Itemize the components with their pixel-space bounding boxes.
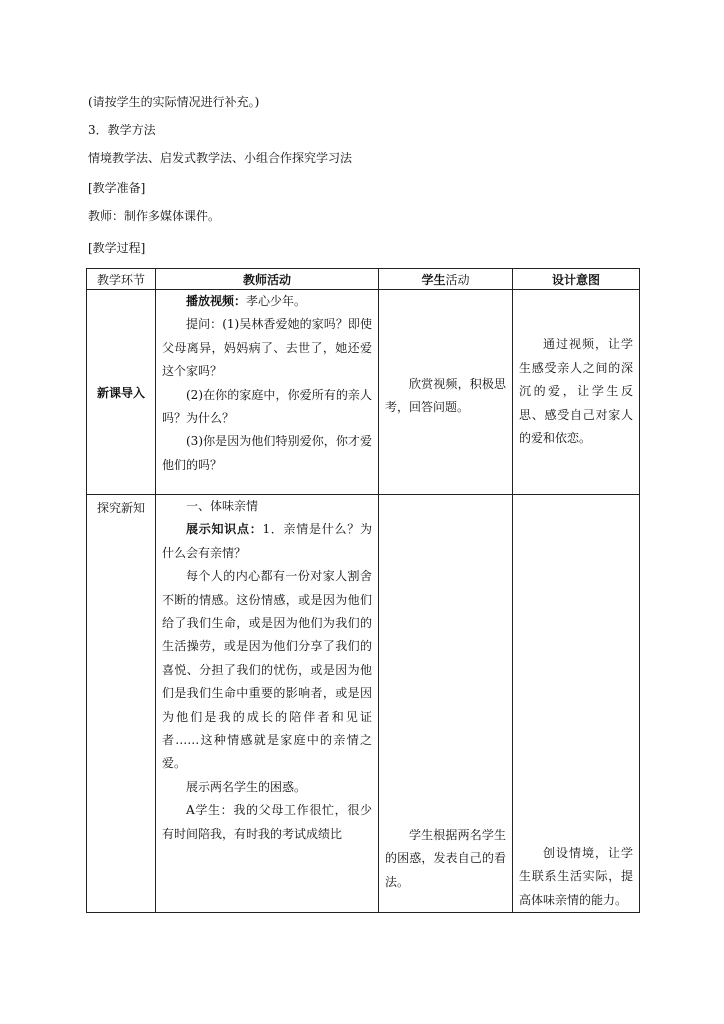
header-design-intent: 设计意图 [513, 269, 640, 290]
teaching-process-heading: [教学过程] [88, 241, 146, 255]
header-student-bold: 学生 [421, 272, 446, 287]
question-3: (3)你是因为他们特别爱你，你才爱他们的吗？ [162, 434, 372, 472]
supplement-note: (请按学生的实际情况进行补充。) [88, 95, 260, 109]
knowledge-point [162, 518, 372, 565]
teaching-prep-teacher: 教师：制作多媒体课件。 [88, 209, 221, 223]
student-activity-cell [379, 290, 513, 495]
student-activity-text: 欣赏视频，积极思考，回答问题。 [385, 376, 506, 414]
design-intent-cell [513, 290, 640, 495]
table-row [87, 290, 640, 495]
explanation-paragraph: 每个人的内心都有一份对家人割舍不断的情感。这份情感，或是因为他们给了我们生命，或是因为他们为我们的生活操劳，或是因为他们分享了我们的喜悦、分担了我们的忧伤，或是因为他们是我们生命中重要的影响者，或是因为他们是我的成长的陪伴者和见证者……这种情感就是家庭中的亲情之爱。 [162, 569, 372, 771]
video-line [162, 290, 372, 313]
teaching-prep-heading: [教学准备] [88, 181, 146, 195]
table-header-row [87, 269, 640, 290]
question-2: (2)在你的家庭中，你爱所有的亲人吗？为什么？ [162, 387, 372, 426]
design-intent-text: 创设情境，让学生联系生活实际，提高体味亲情的能力。 [519, 845, 633, 907]
table-row [87, 495, 640, 913]
knowledge-label: 展示知识点： [186, 522, 263, 537]
knowledge-text: 1．亲情是什么？为什么会有亲情？ [162, 522, 372, 560]
stage-cell: 探究新知 [87, 495, 156, 913]
design-intent-cell [513, 495, 640, 913]
header-stage: 教学环节 [87, 269, 156, 290]
header-student-rest: 活动 [445, 272, 470, 287]
teaching-methods-text: 情境教学法、启发式教学法、小组合作探究学习法 [88, 151, 353, 165]
student-a-case: A学生：我的父母工作很忙，很少有时间陪我，有时我的考试成绩比 [162, 803, 372, 841]
student-activity-cell [379, 495, 513, 913]
header-student-activity [379, 269, 513, 290]
student-activity-text: 学生根据两名学生的困惑，发表自己的看法。 [385, 827, 506, 889]
teacher-activity-cell [156, 495, 379, 913]
question-1: 提问：(1)吴林香爱她的家吗？即使父母离异，妈妈病了、去世了，她还爱这个家吗？ [162, 317, 372, 379]
stage-cell: 新课导入 [87, 290, 156, 495]
lesson-process-table [86, 268, 640, 913]
show-confusions: 展示两名学生的困惑。 [186, 779, 307, 794]
design-intent-text: 通过视频，让学生感受亲人之间的深沉的爱，让学生反思、感受自己对家人的爱和依恋。 [519, 337, 633, 446]
section-heading-teaching-methods: 3．教学方法 [88, 123, 156, 137]
video-title: 孝心少年。 [246, 294, 307, 308]
header-teacher-activity: 教师活动 [156, 269, 379, 290]
video-label: 播放视频： [186, 294, 247, 308]
section-title: 一、体味亲情 [186, 499, 259, 513]
teacher-activity-cell [156, 290, 379, 495]
